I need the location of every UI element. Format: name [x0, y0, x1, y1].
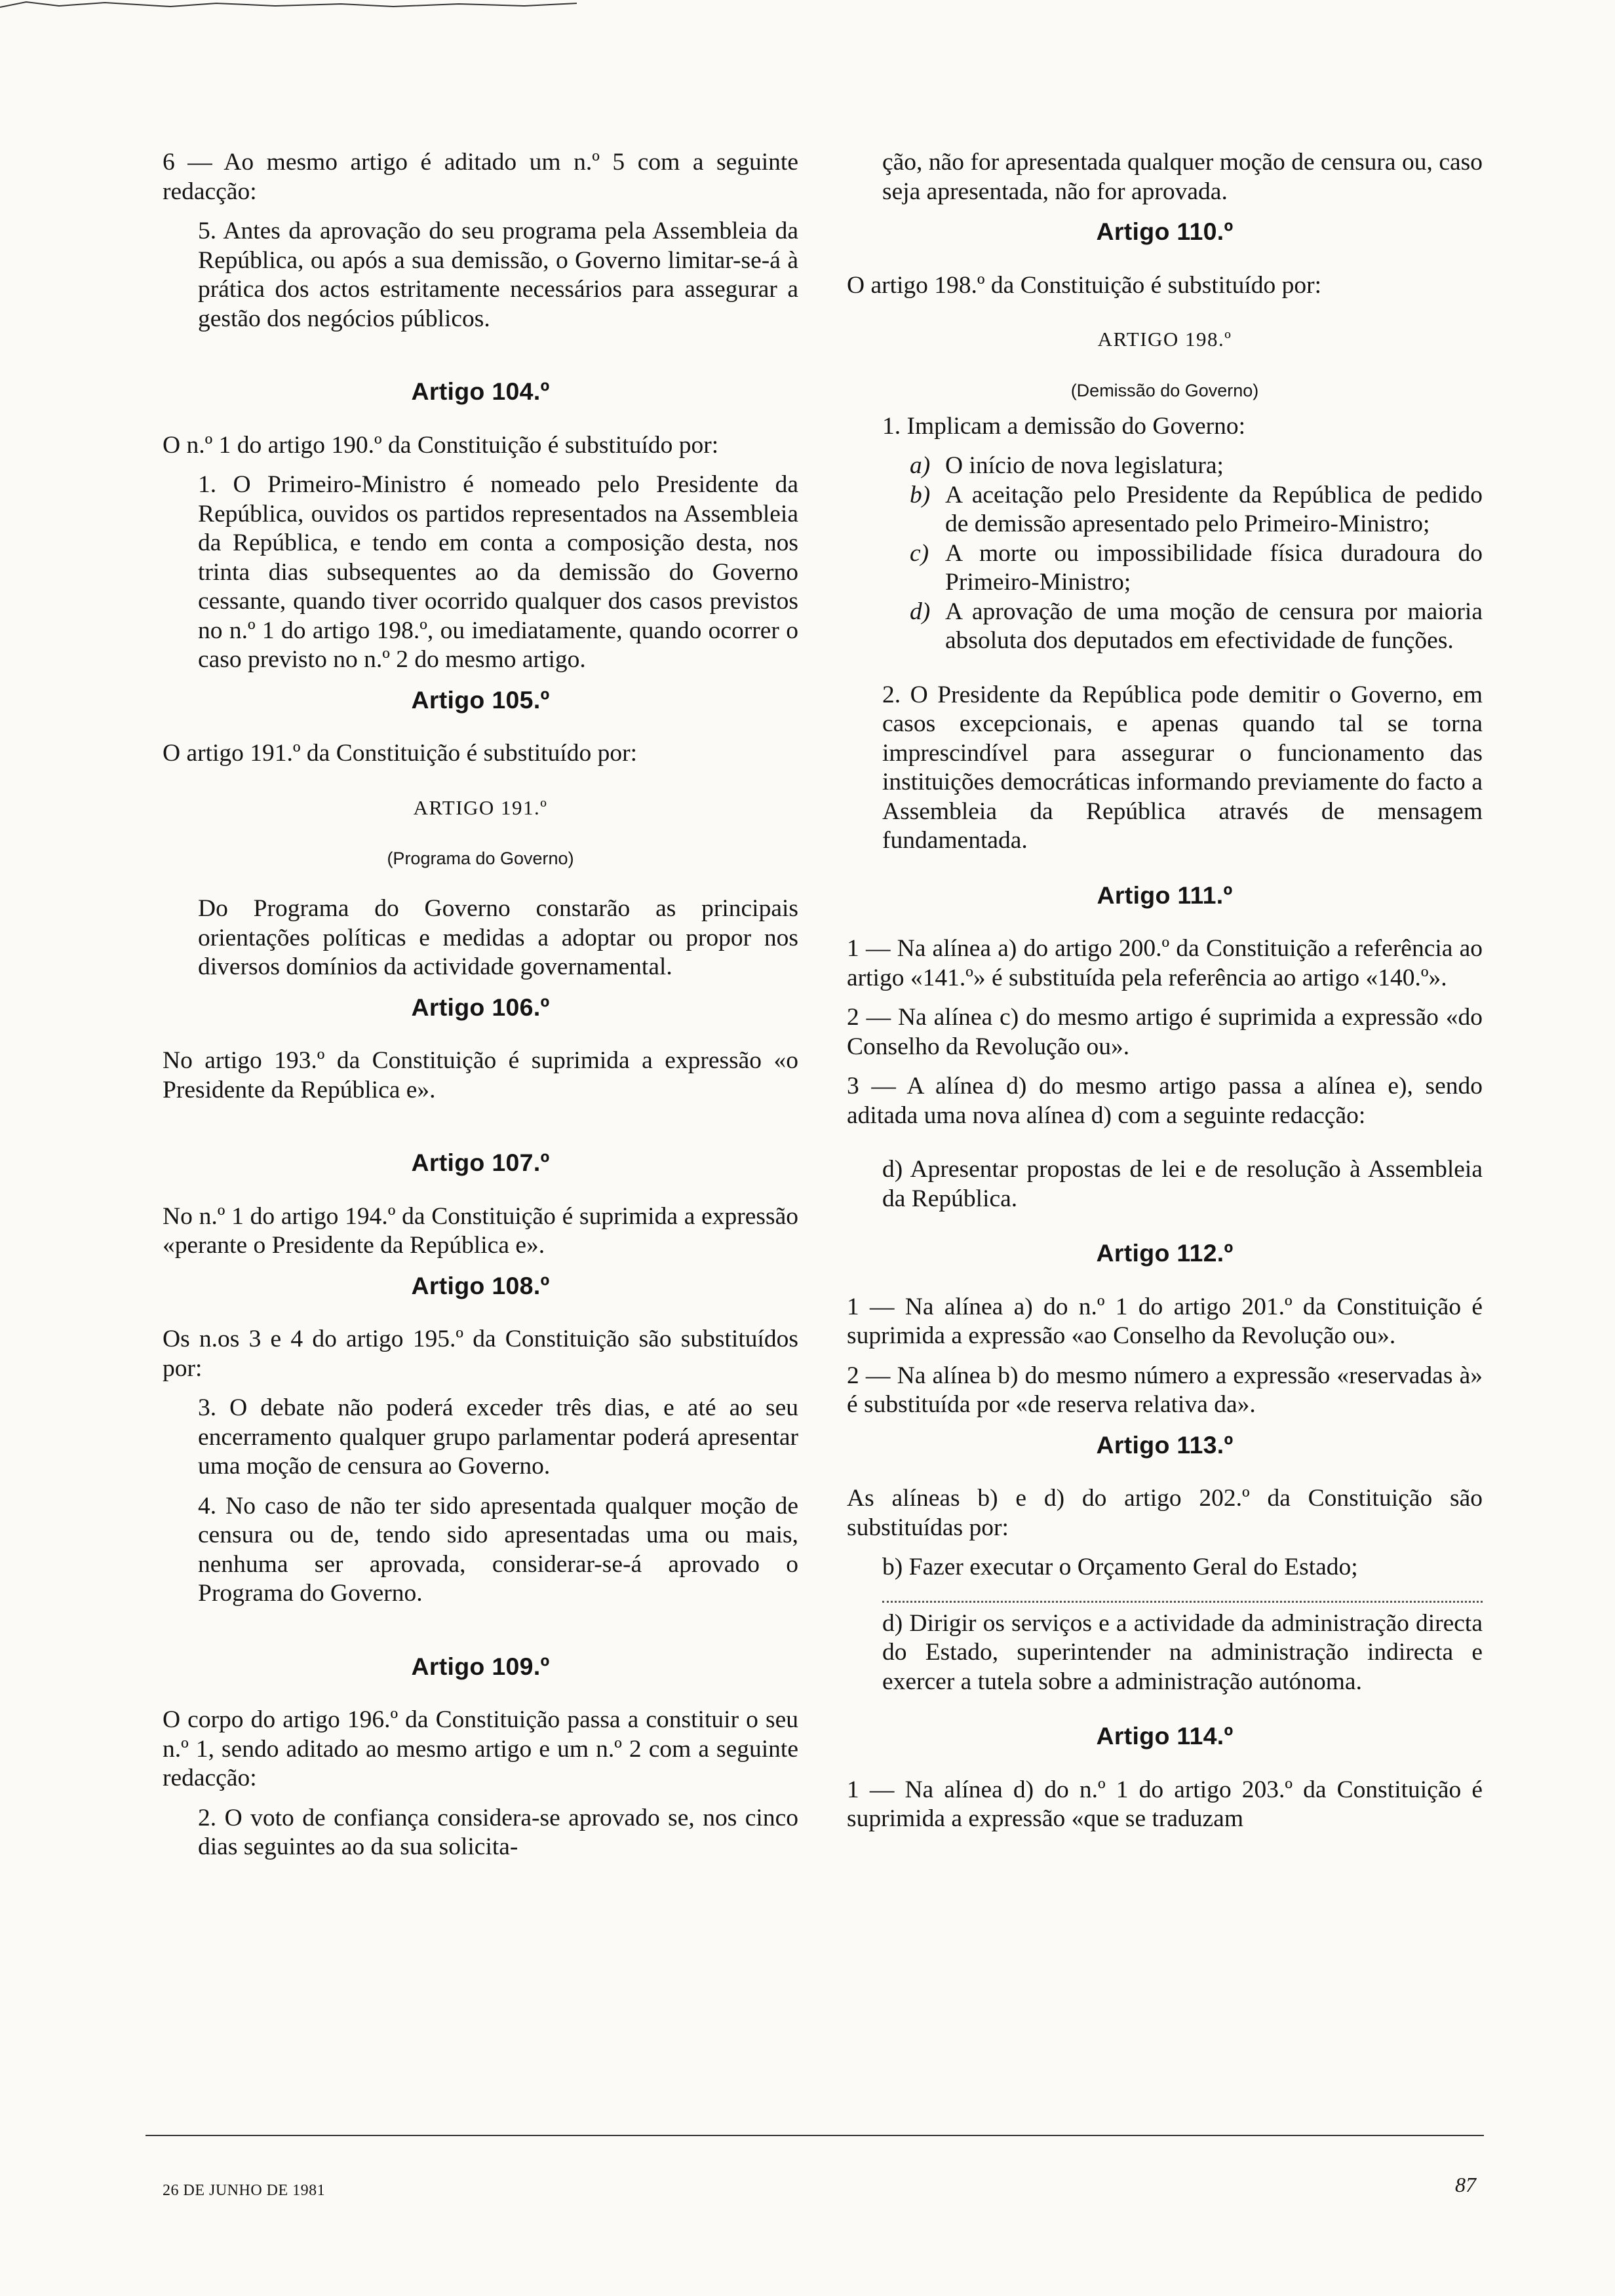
paragraph: 1 — Na alínea d) do n.º 1 do artigo 203.º da Constituição é suprimida a expressão «que se traduzam: [847, 1776, 1483, 1832]
item-text: O início de nova legislatura;: [945, 452, 1224, 479]
right-column: [847, 148, 1483, 1834]
article-title: ARTIGO 191.º: [413, 795, 548, 819]
scan-edge-mark: [0, 0, 721, 8]
article-heading: Artigo 114.º: [1096, 1722, 1234, 1750]
article-heading: Artigo 112.º: [1096, 1239, 1234, 1267]
paragraph: O artigo 198.º da Constituição é substituído por:: [847, 271, 1322, 299]
list-item: [847, 539, 1483, 598]
quoted-paragraph: 5. Antes da aprovação do seu programa pela Assembleia da República, ou após a sua demissão, o Governo limitar-se-á à prática dos actos estritamente necessários para assegurar a gestão dos negócios públicos.: [198, 218, 798, 332]
quoted-paragraph: 2. O Presidente da República pode demitir o Governo, em casos excepcionais, e apenas quando tal se torna imprescindível para assegurar o funcionamento das instituições democráticas informando previamente do facto a Assembleia da República através de mensagem fundamentada.: [882, 681, 1483, 854]
scan-artifact: [0, 1, 721, 9]
list-item: [847, 451, 1483, 481]
item-label: d): [910, 598, 931, 625]
quoted-paragraph: 4. No caso de não ter sido apresentada qualquer moção de censura ou de, tendo sido apresentadas uma ou mais, nenhuma ser aprovada, considerar-se-á aprovado o Programa do Governo.: [198, 1492, 798, 1607]
paragraph: 1 — Na alínea a) do artigo 200.º da Constituição a referência ao artigo «141.º» é substituída pela referência ao artigo «140.º».: [847, 935, 1483, 991]
article-title: ARTIGO 198.º: [1097, 328, 1232, 351]
article-heading: Artigo 104.º: [411, 377, 550, 405]
article-subtitle: (Programa do Governo): [387, 849, 574, 868]
quoted-paragraph: d) Apresentar propostas de lei e de resolução à Assembleia da República.: [882, 1156, 1483, 1212]
quoted-paragraph: ção, não for apresentada qualquer moção de censura ou, caso seja apresentada, não for aprovada.: [882, 149, 1483, 205]
item-text: A morte ou impossibilidade física duradoura do Primeiro-Ministro;: [945, 539, 1483, 596]
paragraph: 2 — Na alínea b) do mesmo número a expressão «reservadas à» é substituída por «de reserva relativa da».: [847, 1362, 1483, 1418]
quoted-paragraph: Do Programa do Governo constarão as principais orientações políticas e medidas a adoptar ou propor nos diversos domínios da actividade governamental.: [198, 895, 798, 980]
item-label: b): [910, 481, 931, 508]
left-column: [163, 148, 798, 1862]
paragraph: O corpo do artigo 196.º da Constituição passa a constituir o seu n.º 1, sendo aditado ao mesmo artigo e um n.º 2 com a seguinte redacção:: [163, 1706, 798, 1791]
quoted-paragraph: 1. O Primeiro-Ministro é nomeado pelo Presidente da República, ouvidos os partidos representados na Assembleia da República, e tendo em conta a composição desta, nos trinta dias subsequentes ao da demissão do Governo cessante, quando tiver ocorrido qualquer dos casos previstos no n.º 1 do artigo 198.º, ou imediatamente, quando ocorrer o caso previsto no n.º 2 do mesmo artigo.: [198, 471, 798, 673]
article-heading: Artigo 108.º: [411, 1271, 550, 1299]
paragraph: No artigo 193.º da Constituição é suprimida a expressão «o Presidente da República e».: [163, 1047, 798, 1103]
paragraph: No n.º 1 do artigo 194.º da Constituição é suprimida a expressão «perante o Presidente da República e».: [163, 1202, 798, 1259]
quoted-paragraph: d) Dirigir os serviços e a actividade da administração directa do Estado, superintender na administração indirecta e exercer a tutela sobre a administração autónoma.: [882, 1609, 1483, 1695]
paragraph: As alíneas b) e d) do artigo 202.º da Constituição são substituídas por:: [847, 1485, 1483, 1541]
article-heading: Artigo 106.º: [411, 993, 550, 1021]
paragraph: 2 — Na alínea c) do mesmo artigo é suprimida a expressão «do Conselho da Revolução ou».: [847, 1004, 1483, 1060]
paragraph: 6 — Ao mesmo artigo é aditado um n.º 5 com a seguinte redacção:: [163, 149, 798, 205]
footer-date: 26 DE JUNHO DE 1981: [163, 2182, 326, 2199]
item-text: A aprovação de uma moção de censura por maioria absoluta dos deputados em efectividade de funções.: [945, 598, 1483, 654]
article-heading: Artigo 113.º: [1096, 1430, 1234, 1459]
article-heading: Artigo 109.º: [411, 1652, 550, 1680]
quoted-paragraph: 1. Implicam a demissão do Governo:: [882, 412, 1246, 440]
paragraph: 3 — A alínea d) do mesmo artigo passa a alínea e), sendo aditada uma nova alínea d) com a seguinte redacção:: [847, 1073, 1483, 1129]
paragraph: O artigo 191.º da Constituição é substituído por:: [163, 740, 638, 767]
omission-dots: [882, 1592, 1483, 1603]
article-heading: Artigo 110.º: [1096, 218, 1234, 245]
article-heading: Artigo 105.º: [411, 685, 550, 714]
footer-divider: [146, 2135, 1484, 2136]
list-item: [847, 481, 1483, 539]
article-heading: Artigo 111.º: [1097, 881, 1233, 909]
quoted-paragraph: 2. O voto de confiança considera-se aprovado se, nos cinco dias seguintes ao da sua solicita-: [198, 1804, 798, 1860]
article-subtitle: (Demissão do Governo): [1070, 380, 1259, 400]
paragraph: 1 — Na alínea a) do n.º 1 do artigo 201.º da Constituição é suprimida a expressão «ao Conselho da Revolução ou».: [847, 1293, 1483, 1349]
page-number: 87: [1455, 2173, 1476, 2196]
paragraph: O n.º 1 do artigo 190.º da Constituição é substituído por:: [163, 431, 719, 459]
list-item: [847, 598, 1483, 656]
item-label: c): [910, 539, 929, 567]
item-label: a): [910, 452, 931, 479]
quoted-paragraph: b) Fazer executar o Orçamento Geral do Estado;: [882, 1554, 1358, 1580]
paragraph: Os n.os 3 e 4 do artigo 195.º da Constituição são substituídos por:: [163, 1326, 798, 1382]
quoted-paragraph: 3. O debate não poderá exceder três dias, e até ao seu encerramento qualquer grupo parlamentar poderá apresentar uma moção de censura ao Governo.: [198, 1394, 798, 1480]
article-heading: Artigo 107.º: [411, 1149, 550, 1176]
item-text: A aceitação pelo Presidente da República de pedido de demissão apresentado pelo Primeiro-Ministro;: [945, 481, 1483, 537]
